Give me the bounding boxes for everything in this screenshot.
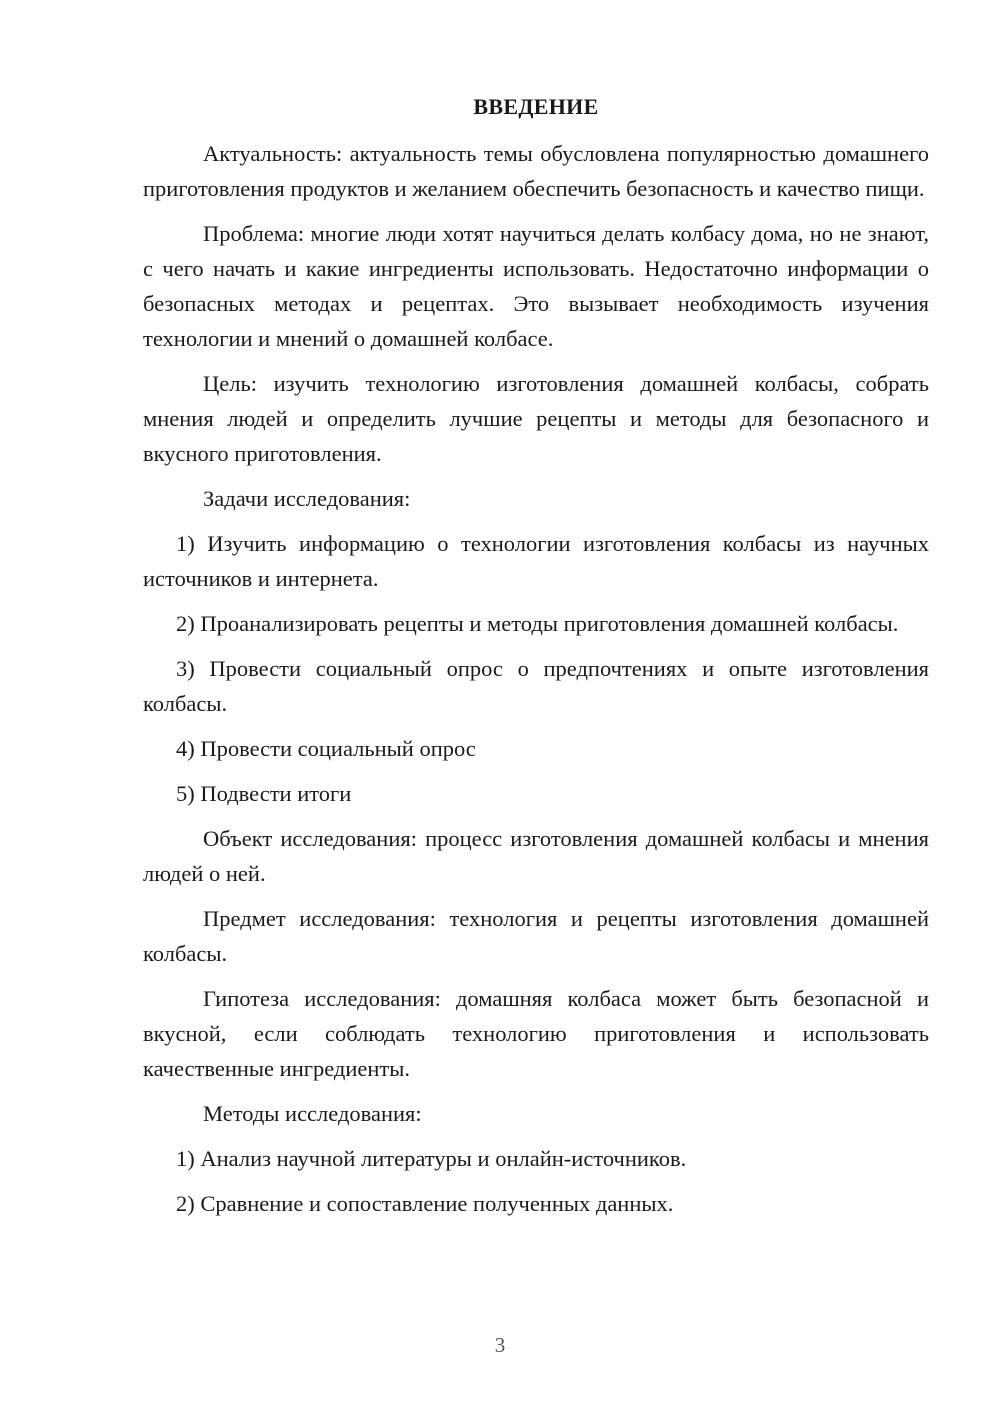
task-item-4: 4) Провести социальный опрос — [176, 736, 476, 761]
page-number: 3 — [494, 1333, 506, 1357]
paragraph-subject: Предмет исследования: технология и рецепты изготовления домашней колбасы. — [143, 906, 929, 966]
method-item-2: 2) Сравнение и сопоставление полученных данных. — [176, 1191, 674, 1216]
task-item-3: 3) Провести социальный опрос о предпочтениях и опыте изготовления колбасы. — [143, 656, 929, 716]
section-title: ВВЕДЕНИЕ — [473, 94, 599, 119]
task-item-5: 5) Подвести итоги — [176, 781, 352, 806]
method-item-1: 1) Анализ научной литературы и онлайн-источников. — [176, 1146, 687, 1171]
paragraph-relevance: Актуальность: актуальность темы обусловлена популярностью домашнего приготовления продуктов и желанием обеспечить безопасность и качество пищи. — [143, 141, 929, 201]
task-item-1: 1) Изучить информацию о технологии изготовления колбасы из научных источников и интернета. — [143, 531, 929, 591]
paragraph-object: Объект исследования: процесс изготовления домашней колбасы и мнения людей о ней. — [143, 826, 929, 886]
paragraph-hypothesis: Гипотеза исследования: домашняя колбаса может быть безопасной и вкусной, если соблюдать технологию приготовления и использовать качественные ингредиенты. — [143, 986, 929, 1081]
paragraph-problem: Проблема: многие люди хотят научиться делать колбасу дома, но не знают, с чего начать и какие ингредиенты использовать. Недостаточно информации о безопасных методах и рецептах. Это вызывает необходимость изучения технологии и мнений о домашней колбасе. — [143, 221, 929, 351]
paragraph-tasks-heading: Задачи исследования: — [203, 486, 411, 511]
paragraph-goal: Цель: изучить технологию изготовления домашней колбасы, собрать мнения людей и определить лучшие рецепты и методы для безопасного и вкусного приготовления. — [143, 371, 929, 466]
paragraph-methods-heading: Методы исследования: — [203, 1101, 422, 1126]
document-page — [143, 92, 929, 1231]
task-item-2: 2) Проанализировать рецепты и методы приготовления домашней колбасы. — [176, 611, 899, 636]
